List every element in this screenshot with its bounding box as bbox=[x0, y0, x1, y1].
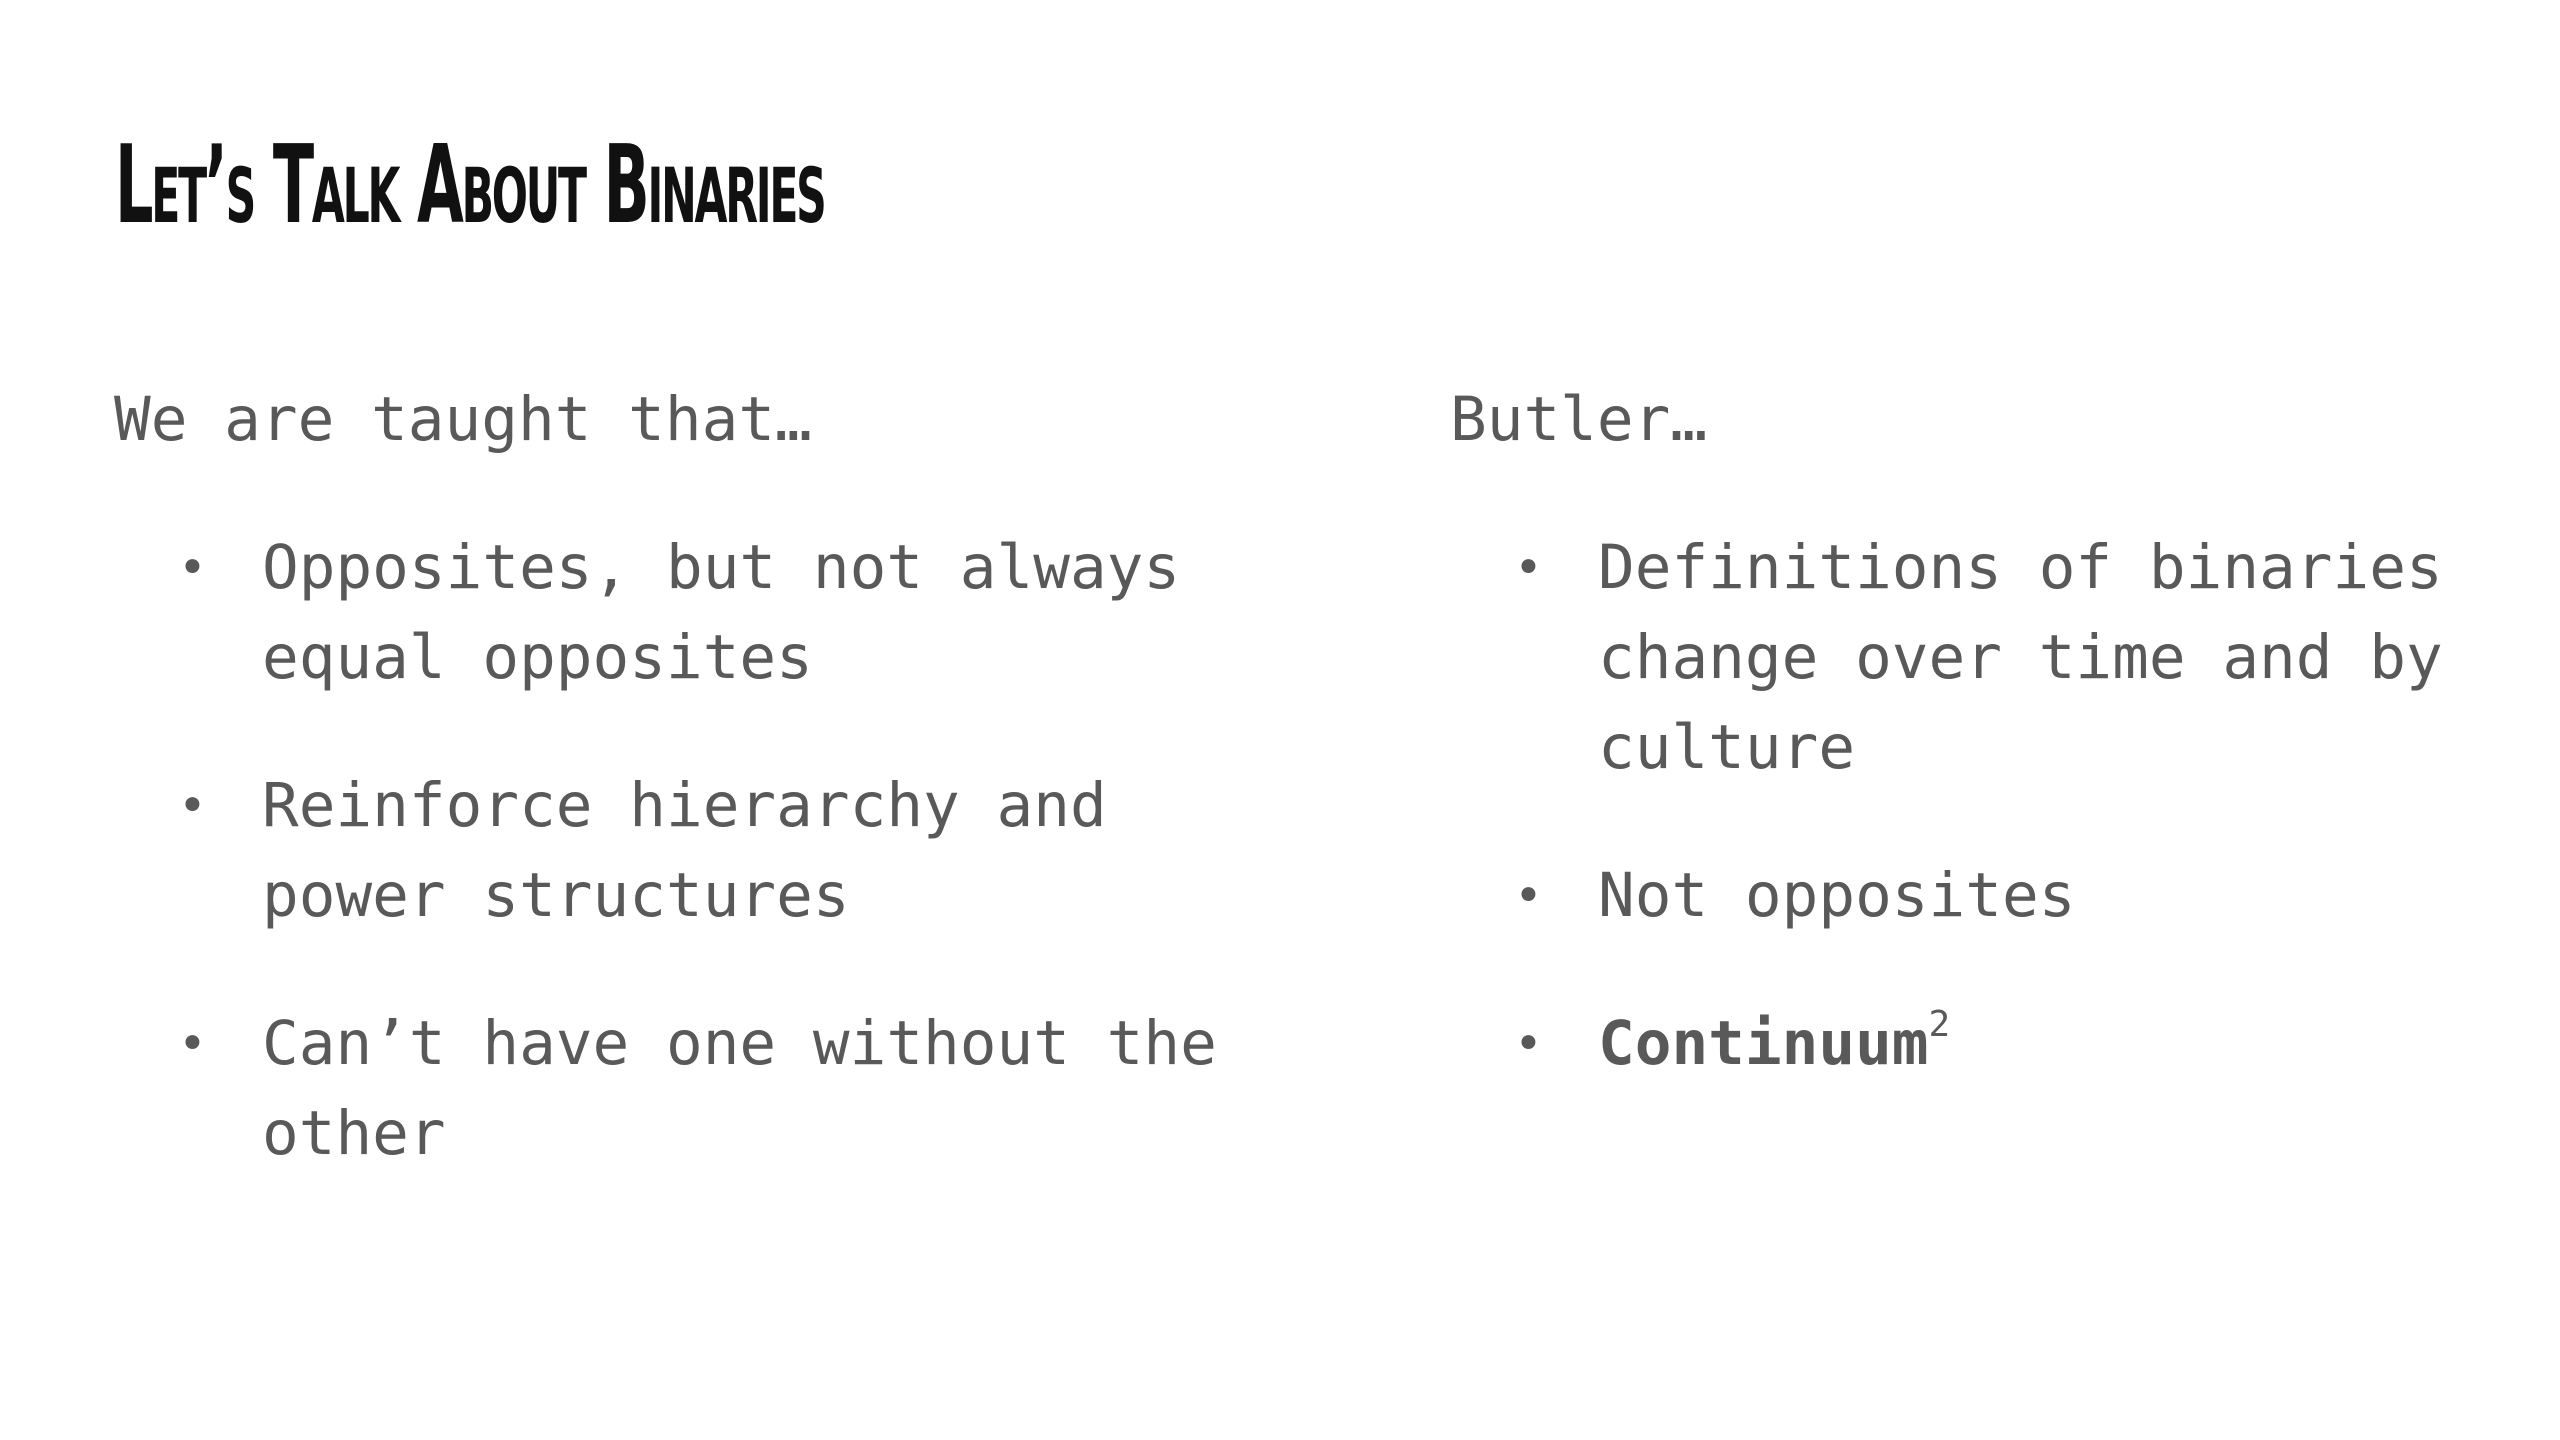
bullet-text: Can’t have one without the other bbox=[262, 1008, 1217, 1169]
bullet-text: Reinforce hierarchy and power structures bbox=[262, 770, 1107, 931]
bullet-text: Not opposites bbox=[1598, 860, 2076, 931]
bullet-text: Opposites, but not always equal opposites bbox=[262, 532, 1181, 693]
left-bullet-list bbox=[114, 523, 1264, 1179]
right-bullet-list bbox=[1450, 523, 2500, 1089]
right-column bbox=[1450, 375, 2500, 1147]
right-column-heading: Butler… bbox=[1450, 384, 1708, 455]
bullet-text bbox=[1598, 1004, 1951, 1079]
list-item bbox=[1450, 999, 2500, 1089]
list-item bbox=[1450, 523, 2500, 793]
bullet-dot-icon: • bbox=[178, 1016, 207, 1072]
slide-title: Let’s Talk About Binaries bbox=[115, 123, 825, 248]
bullet-text-bold: Continuum bbox=[1598, 1008, 1929, 1079]
bullet-text: Definitions of binaries change over time and by culture bbox=[1598, 532, 2443, 783]
bullet-dot-icon: • bbox=[1514, 1016, 1543, 1072]
bullet-dot-icon: • bbox=[1514, 540, 1543, 596]
list-item bbox=[114, 761, 1264, 941]
bullet-dot-icon: • bbox=[1514, 868, 1543, 924]
list-item bbox=[1450, 851, 2500, 941]
list-item bbox=[114, 999, 1264, 1179]
left-column bbox=[114, 375, 1264, 1237]
bullet-dot-icon: • bbox=[178, 778, 207, 834]
bullet-dot-icon: • bbox=[178, 540, 207, 596]
footnote-superscript: 2 bbox=[1928, 1004, 1951, 1045]
left-column-heading: We are taught that… bbox=[114, 384, 812, 455]
list-item bbox=[114, 523, 1264, 703]
